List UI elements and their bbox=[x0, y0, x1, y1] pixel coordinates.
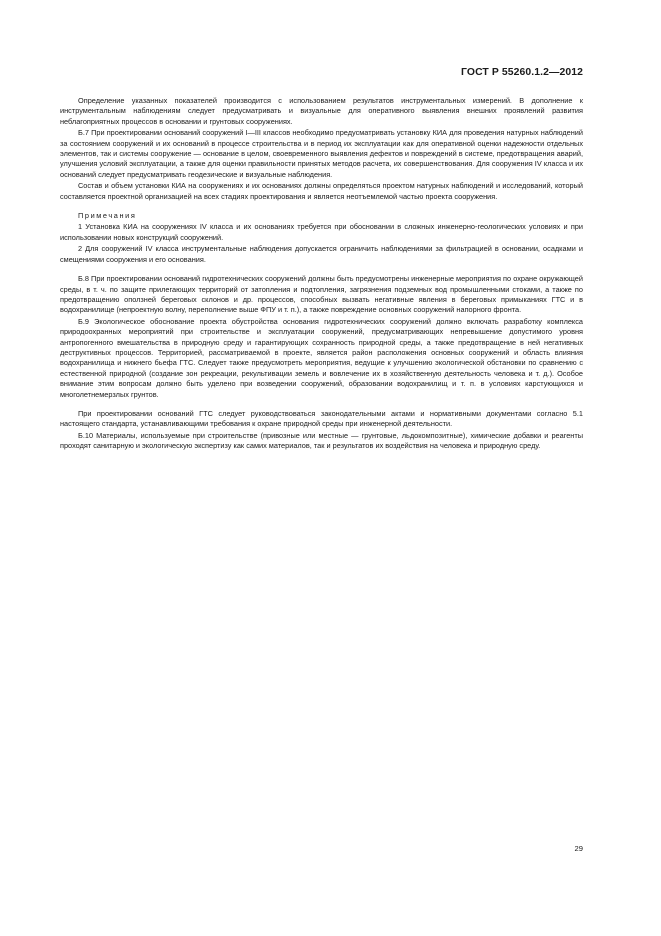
document-header: ГОСТ Р 55260.1.2—2012 bbox=[461, 67, 583, 78]
paragraph-b8: Б.8 При проектировании оснований гидротехнических сооружений должны быть предусмотрены инженерные мероприятия по охране окружающей среды, в т. ч. по защите прилегающих территорий от затопления и подтопления, загрязнения подземных вод промышленными стоками, а также по предотвращению оползней береговых склонов и др. процессов, способных вызвать негативные явления в береговых примыканиях ГТС и в водохранилище (непроектную волну, переполнение выше ФПУ и т. п.), а также повреждение основных сооружений напорного фронта. bbox=[60, 274, 583, 315]
paragraph-measurements: Определение указанных показателей производится с использованием результатов инструментальных измерений. В дополнение к инструментальным наблюдениям следует предусматривать и визуальные для оперативного выявления внешних проявлений развития неблагоприятных процессов в основании и грунтовых сооружениях. bbox=[60, 96, 583, 126]
paragraph-gts-regulations: При проектировании оснований ГТС следует руководствоваться законодательными актами и нормативными документами согласно 5.1 настоящего стандарта, устанавливающими требования к охране природной среды при инженерной деятельности. bbox=[60, 408, 583, 429]
note-2: 2 Для сооружений IV класса инструментальные наблюдения допускается ограничить наблюдениями за фильтрацией в основании, осадками и смещениями сооружения и его основания. bbox=[60, 244, 583, 264]
paragraph-b9: Б.9 Экологическое обоснование проекта обустройства основания гидротехнических сооружений должно включать разработку комплекса природоохранных мероприятий при строительстве и эксплуатации сооружений, предусматривающих непревышение допустимого уровня антропогенного вмешательства в природную среду и гарантирующих сохранность природной среды, а также предотвращение в ней негативных деструктивных процессов. Территорией, рассматриваемой в проекте, является район расположения основных сооружений и область влияния водохранилища и нижнего бьефа ГТС. Следует также предусмотреть мероприятия, ведущие к улучшению экологической обстановки по сравнению с естественной природной (создание зон рекреации, рекультивации земель и вовлечение их в хозяйственную деятельность человека и т. д.). Особое внимание этим вопросам должно быть уделено при возведении сооружений, образовании водохранилищ и т. п. в условиях карстующихся и многолетнемерзлых грунтов. bbox=[60, 316, 583, 399]
notes-title: Примечания bbox=[78, 211, 137, 221]
paragraph-kia-scope: Состав и объем установки КИА на сооружениях и их основаниях должны определяться проектом натурных наблюдений и исследований, который составляется проектной организацией на всех стадиях проектирования и является неотъемлемой частью проекта сооружения. bbox=[60, 181, 583, 201]
page-number: 29 bbox=[574, 844, 583, 853]
note-1: 1 Установка КИА на сооружениях IV класса и их основаниях требуется при обосновании в сложных инженерно-геологических условиях и при использовании новых конструкций сооружений. bbox=[60, 222, 583, 242]
paragraph-b10: Б.10 Материалы, используемые при строительстве (привозные или местные — грунтовые, льдокомпозитные), химические добавки и реагенты проходят санитарную и экологическую экспертизу как самих материалов, так и результатов их воздействия на человека и природную среду. bbox=[60, 430, 583, 451]
paragraph-b7: Б.7 При проектировании оснований сооружений I—III классов необходимо предусматривать установку КИА для проведения натурных наблюдений за состоянием сооружений и их оснований в процессе строительства и в период их эксплуатации как для оперативной оценки надежности отдельных элементов, так и системы сооружение — основание в целом, своевременного выявления дефектов и повреждений в системе, предотвращения аварий, улучшения условий эксплуатации, а также для оценки правильности принятых методов расчета, их совершенствования. Для сооружения IV класса и их оснований следует предусматривать геодезические и визуальные наблюдения. bbox=[60, 128, 583, 179]
document-body bbox=[60, 96, 583, 452]
